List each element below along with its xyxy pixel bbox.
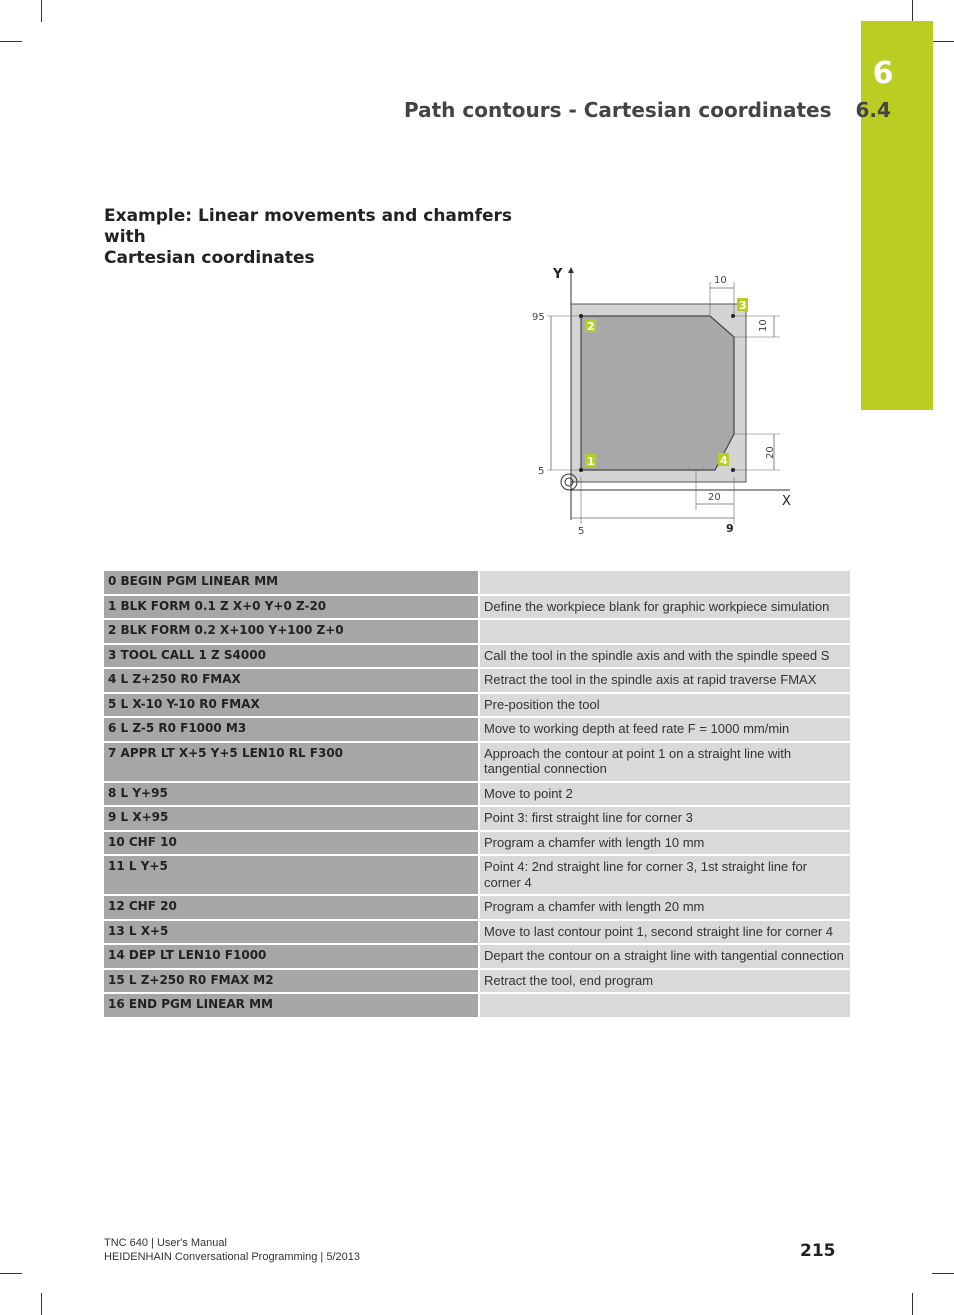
axis-y-label: Y xyxy=(553,267,563,282)
nc-block-description xyxy=(479,993,850,1018)
nc-block-description: Define the workpiece blank for graphic workpiece simulation xyxy=(479,595,850,620)
nc-block-description: Program a chamfer with length 10 mm xyxy=(479,831,850,856)
section-number: 6.4 xyxy=(855,98,891,122)
crop-mark xyxy=(41,1293,42,1315)
nc-block-description: Move to working depth at feed rate F = 1000 mm/min xyxy=(479,717,850,742)
nc-block-description: Point 3: first straight line for corner 3 xyxy=(479,806,850,831)
crop-mark xyxy=(932,41,954,42)
point-label-1: 1 xyxy=(587,455,595,468)
nc-block: 12 CHF 20 xyxy=(104,895,479,920)
nc-block: 7 APPR LT X+5 Y+5 LEN10 RL F300 xyxy=(104,742,479,782)
contour-diagram xyxy=(520,262,810,542)
crop-mark xyxy=(0,41,22,42)
example-title xyxy=(104,206,524,269)
table-row xyxy=(104,969,850,994)
table-row xyxy=(104,895,850,920)
point-label-2: 2 xyxy=(587,320,595,333)
table-row xyxy=(104,831,850,856)
table-row xyxy=(104,855,850,895)
table-row xyxy=(104,644,850,669)
footer xyxy=(104,1236,360,1264)
nc-block-description xyxy=(479,571,850,595)
nc-block-description: Move to point 2 xyxy=(479,782,850,807)
nc-block-description xyxy=(479,619,850,644)
dim-right-top: 10 xyxy=(758,319,769,332)
table-row xyxy=(104,619,850,644)
point-label-3: 3 xyxy=(739,299,747,312)
example-title-line1: Example: Linear movements and chamfers with xyxy=(104,206,513,247)
dim-right-bottom: 20 xyxy=(765,446,776,459)
crop-mark xyxy=(0,1273,22,1274)
nc-block: 10 CHF 10 xyxy=(104,831,479,856)
crop-mark xyxy=(41,0,42,22)
table-row xyxy=(104,944,850,969)
nc-block: 9 L X+95 xyxy=(104,806,479,831)
point-label-4: 4 xyxy=(720,454,728,467)
nc-block-description: Program a chamfer with length 20 mm xyxy=(479,895,850,920)
nc-block-description: Move to last contour point 1, second straight line for corner 4 xyxy=(479,920,850,945)
nc-block: 5 L X-10 Y-10 R0 FMAX xyxy=(104,693,479,718)
table-row xyxy=(104,693,850,718)
crop-mark xyxy=(912,0,913,22)
contour-shape xyxy=(581,316,734,470)
table-row xyxy=(104,920,850,945)
nc-block: 3 TOOL CALL 1 Z S4000 xyxy=(104,644,479,669)
crop-mark xyxy=(932,1273,954,1274)
nc-block-description: Retract the tool, end program xyxy=(479,969,850,994)
table-row xyxy=(104,993,850,1018)
table-row xyxy=(104,806,850,831)
program-table xyxy=(104,571,850,1019)
nc-block-description: Call the tool in the spindle axis and with the spindle speed S xyxy=(479,644,850,669)
table-row xyxy=(104,571,850,595)
table-row xyxy=(104,668,850,693)
nc-block-description: Retract the tool in the spindle axis at rapid traverse FMAX xyxy=(479,668,850,693)
nc-block: 2 BLK FORM 0.2 X+100 Y+100 Z+0 xyxy=(104,619,479,644)
table-row xyxy=(104,742,850,782)
chapter-number: 6 xyxy=(872,56,894,91)
page-number: 215 xyxy=(800,1241,836,1261)
footer-line2: HEIDENHAIN Conversational Programming | 5/2013 xyxy=(104,1251,360,1263)
crop-mark xyxy=(912,1293,913,1315)
nc-block: 0 BEGIN PGM LINEAR MM xyxy=(104,571,479,595)
nc-block: 16 END PGM LINEAR MM xyxy=(104,993,479,1018)
nc-block: 11 L Y+5 xyxy=(104,855,479,895)
dim-bottom: 20 xyxy=(708,492,721,503)
nc-block: 6 L Z-5 R0 F1000 M3 xyxy=(104,717,479,742)
nc-block-description: Pre-position the tool xyxy=(479,693,850,718)
table-row xyxy=(104,782,850,807)
nc-block: 8 L Y+95 xyxy=(104,782,479,807)
label-x-end: 9 xyxy=(726,522,734,535)
nc-block: 14 DEP LT LEN10 F1000 xyxy=(104,944,479,969)
nc-block: 15 L Z+250 R0 FMAX M2 xyxy=(104,969,479,994)
table-row xyxy=(104,717,850,742)
nc-block: 13 L X+5 xyxy=(104,920,479,945)
footer-line1: TNC 640 | User's Manual xyxy=(104,1237,227,1249)
dim-top: 10 xyxy=(714,275,727,286)
axis-x-label: X xyxy=(782,494,791,509)
example-title-line2: Cartesian coordinates xyxy=(104,248,315,268)
nc-block: 4 L Z+250 R0 FMAX xyxy=(104,668,479,693)
nc-block: 1 BLK FORM 0.1 Z X+0 Y+0 Z-20 xyxy=(104,595,479,620)
nc-block-description: Point 4: 2nd straight line for corner 3, 1st straight line for corner 4 xyxy=(479,855,850,895)
nc-block-description: Depart the contour on a straight line with tangential connection xyxy=(479,944,850,969)
label-x5: 5 xyxy=(578,526,585,537)
label-y95: 95 xyxy=(532,312,545,323)
section-title: Path contours - Cartesian coordinates xyxy=(404,98,832,122)
nc-block-description: Approach the contour at point 1 on a straight line with tangential connection xyxy=(479,742,850,782)
table-row xyxy=(104,595,850,620)
section-header xyxy=(404,98,891,122)
label-y5: 5 xyxy=(538,466,545,477)
